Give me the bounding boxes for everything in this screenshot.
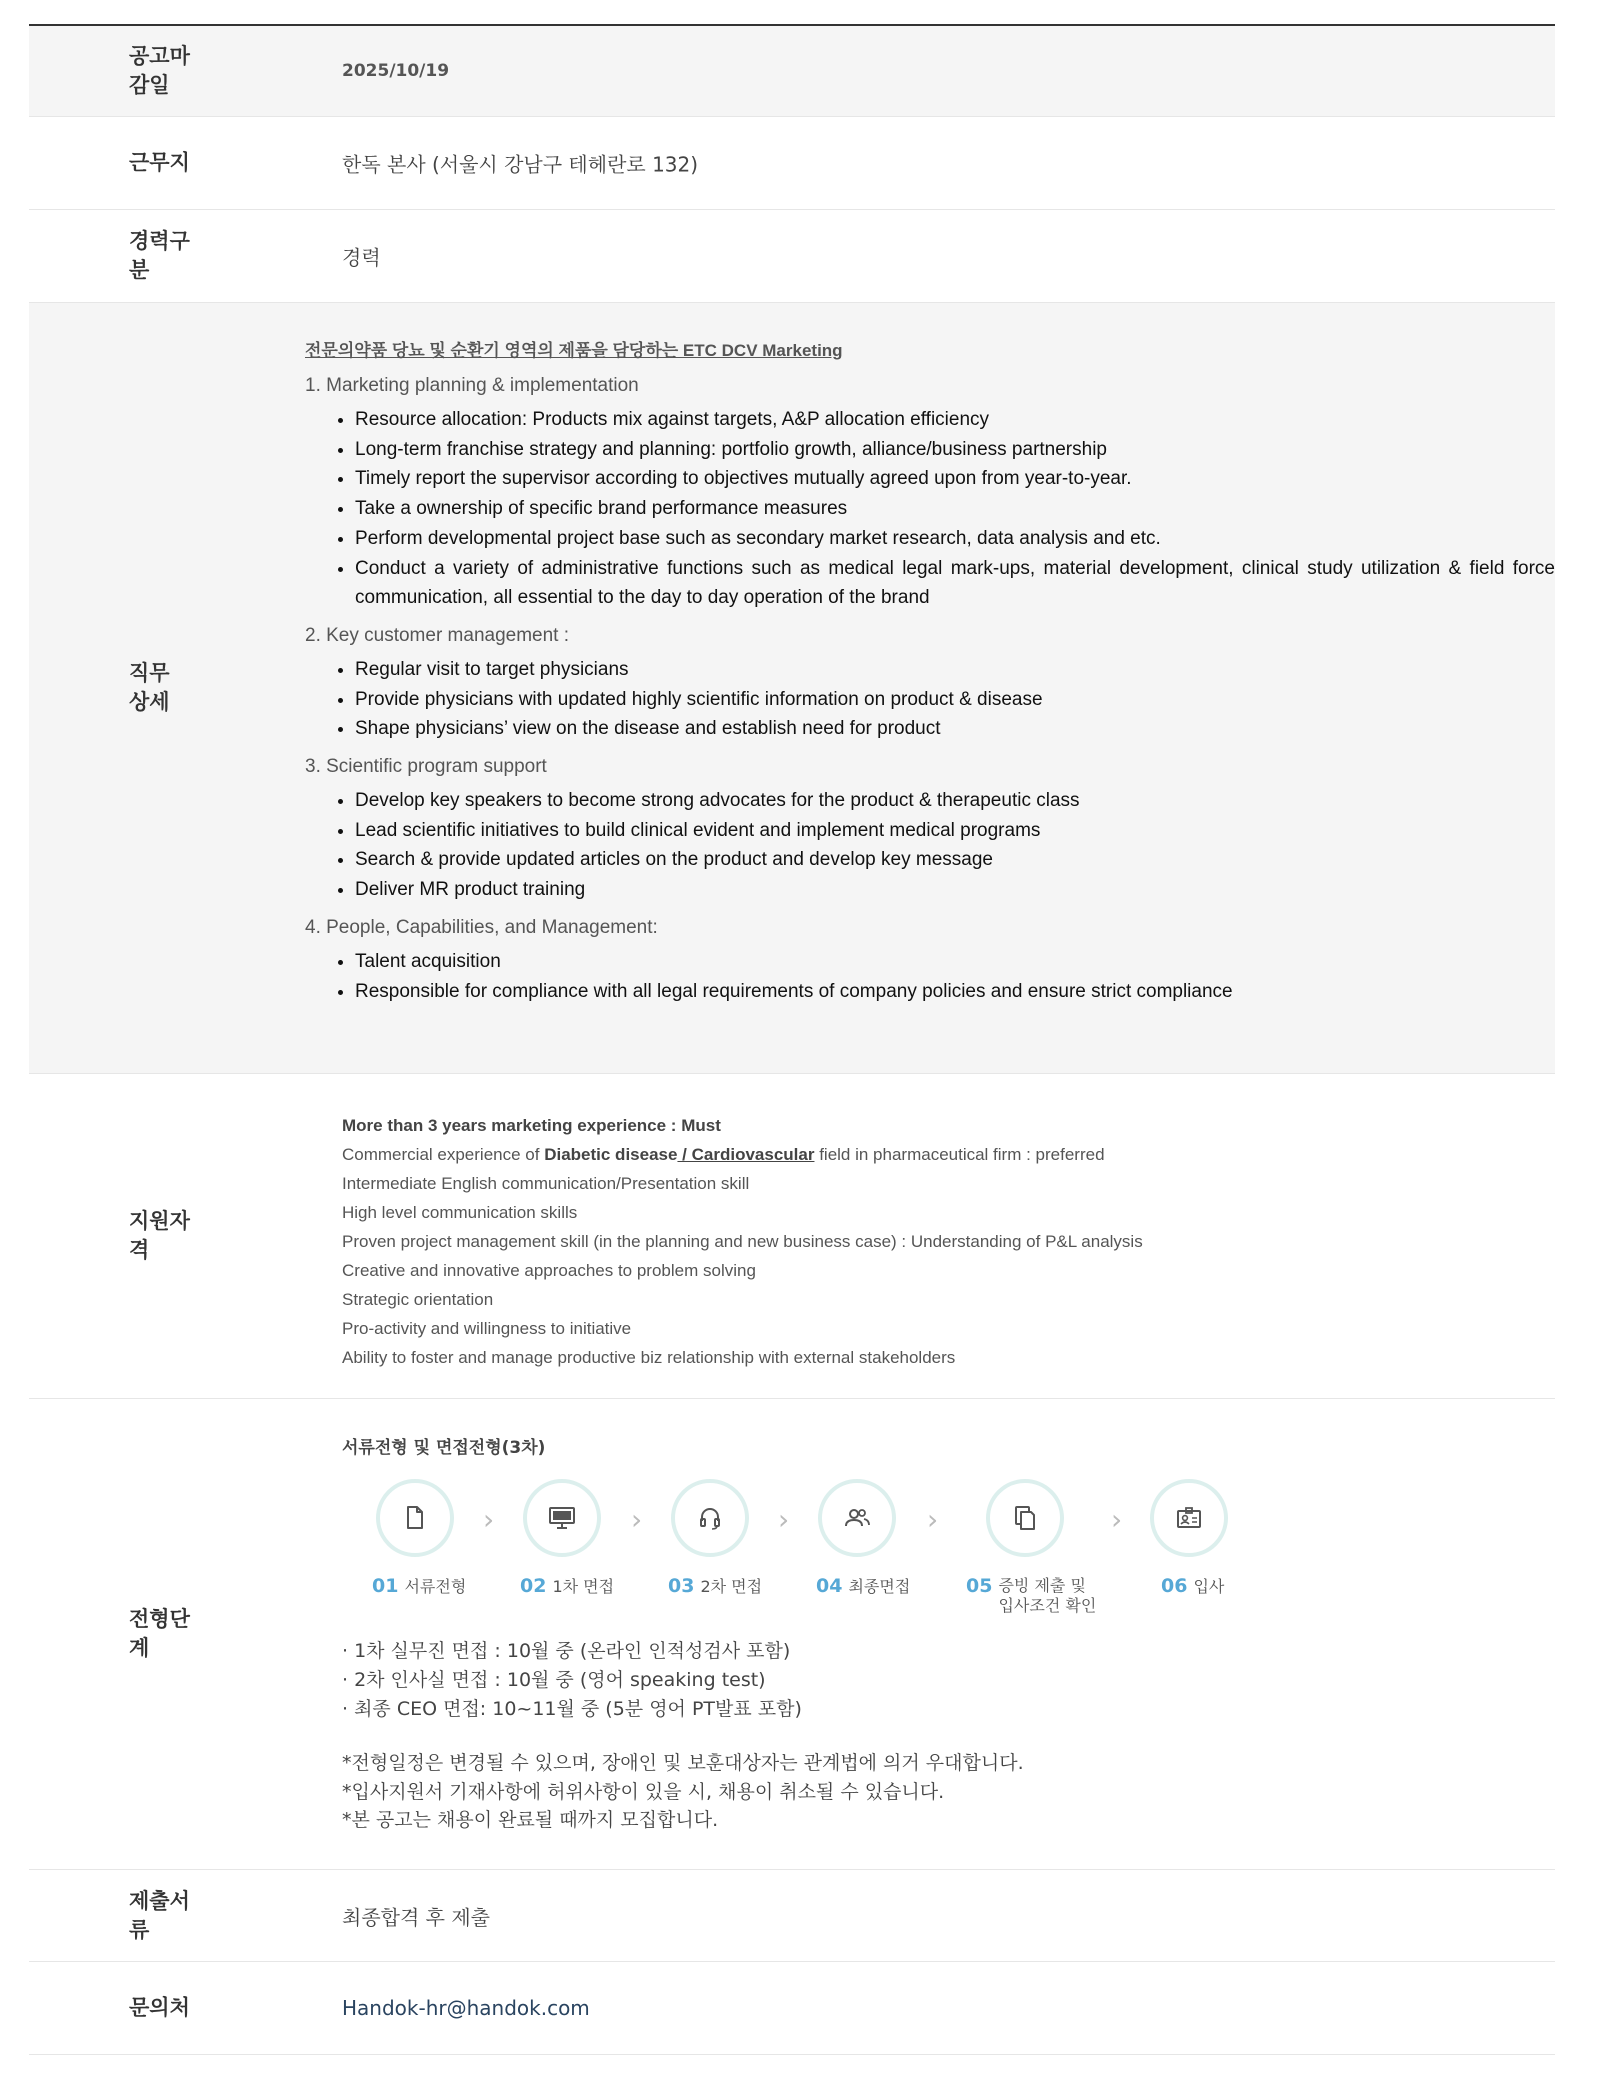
- duty-section-title: 3. Scientific program support: [305, 756, 547, 778]
- qualification-label: 지원자격: [129, 1209, 190, 1262]
- contact-email[interactable]: Handok-hr@handok.com: [342, 1996, 590, 2020]
- step-label: 05 증빙 제출 및 입사조건 확인: [966, 1575, 1097, 1615]
- note-line: *본 공고는 채용이 완료될 때까지 모집합니다.: [342, 1809, 719, 1831]
- duty-bullet: • Take a ownership of specific brand performance measures: [355, 494, 1555, 524]
- duty-label: 직무상세: [129, 661, 170, 714]
- step-label: 06 입사: [1161, 1575, 1225, 1597]
- process-row: [29, 1399, 1555, 1870]
- duty-bullet: • Deliver MR product training: [355, 875, 1555, 905]
- career-value: 경력: [342, 245, 381, 270]
- process-notes: [342, 1749, 1555, 1835]
- qualification-list: [342, 1111, 1143, 1372]
- duty-bullet: • Long-term franchise strategy and planning: portfolio growth, alliance/business partnership: [355, 435, 1555, 465]
- schedule-line: · 2차 인사실 면접 : 10월 중 (영어 speaking test): [342, 1669, 766, 1691]
- chevron-right-icon: ›: [927, 1503, 939, 1536]
- documents-row: [29, 1870, 1555, 1962]
- process-label: 전형단계: [129, 1607, 190, 1660]
- qualification-line: Intermediate English communication/Presentation skill: [342, 1174, 750, 1193]
- copy-icon: [986, 1479, 1064, 1557]
- location-label: 근무지: [129, 150, 190, 175]
- duty-section-title: 2. Key customer management :: [305, 624, 570, 646]
- duty-row: [29, 303, 1555, 1074]
- chevron-right-icon: ›: [778, 1503, 790, 1536]
- chevron-right-icon: ›: [1111, 1503, 1123, 1536]
- qualification-line: High level communication skills: [342, 1203, 578, 1222]
- duty-bullet: • Conduct a variety of administrative functions such as medical legal mark-ups, material development, clinical study utilization & field force communication, all essential to the day to day operation of the brand: [355, 554, 1555, 613]
- note-line: *전형일정은 변경될 수 있으며, 장애인 및 보훈대상자는 관계법에 의거 우대합니다.: [342, 1752, 1024, 1774]
- qualification-line: Strategic orientation: [342, 1290, 494, 1309]
- duty-bullet-list: [305, 405, 1555, 613]
- duty-bullet: • Talent acquisition: [355, 947, 1555, 977]
- duty-bullet: • Resource allocation: Products mix against targets, A&P allocation efficiency: [355, 405, 1555, 435]
- duty-bullet: • Search & provide updated articles on the product and develop key message: [355, 845, 1555, 875]
- id-badge-icon: [1150, 1479, 1228, 1557]
- duty-bullet-list: [305, 947, 1555, 1006]
- qualification-line: More than 3 years marketing experience : Must: [342, 1116, 721, 1135]
- step-label: 03 2차 면접: [668, 1575, 763, 1597]
- schedule-line: · 최종 CEO 면접: 10~11월 중 (5분 영어 PT발표 포함): [342, 1698, 802, 1720]
- headset-icon: [671, 1479, 749, 1557]
- documents-value: 최종합격 후 제출: [342, 1905, 490, 1929]
- duty-detail: [305, 336, 1555, 1014]
- duty-bullet: • Develop key speakers to become strong advocates for the product & therapeutic class: [355, 786, 1555, 816]
- schedule-line: · 1차 실무진 면접 : 10월 중 (온라인 인적성검사 포함): [342, 1640, 791, 1662]
- contact-row: [29, 1962, 1555, 2055]
- duty-bullet: • Shape physicians’ view on the disease and establish need for product: [355, 714, 1555, 744]
- duty-bullet-list: [305, 655, 1555, 744]
- duty-bullet: • Lead scientific initiatives to build clinical evident and implement medical programs: [355, 816, 1555, 846]
- qualification-row: [29, 1074, 1555, 1399]
- step-label: 01 서류전형: [372, 1575, 467, 1597]
- location-value: 한독 본사 (서울시 강남구 테헤란로 132): [342, 152, 699, 177]
- monitor-icon: [523, 1479, 601, 1557]
- duty-bullet: • Regular visit to target physicians: [355, 655, 1555, 685]
- qualification-line: Commercial experience of Diabetic disease / Cardiovascular field in pharmaceutical firm : preferred: [342, 1145, 1105, 1164]
- contact-label: 문의처: [129, 1995, 190, 2020]
- deadline-row: [29, 26, 1555, 117]
- location-row: [29, 117, 1555, 210]
- people-icon: [818, 1479, 896, 1557]
- job-posting-table: [29, 24, 1555, 2055]
- process-content: [342, 1433, 1555, 1835]
- duty-bullet: • Provide physicians with updated highly scientific information on product & disease: [355, 685, 1555, 715]
- step-label: 04 최종면접: [816, 1575, 911, 1597]
- duty-section-title: 1. Marketing planning & implementation: [305, 375, 639, 396]
- duty-heading: 전문의약품 당뇨 및 순환기 영역의 제품을 담당하는 ETC DCV Marketing: [305, 341, 843, 360]
- duty-bullet: • Perform developmental project base such as secondary market research, data analysis and etc.: [355, 524, 1555, 554]
- process-steps: [342, 1479, 1555, 1629]
- chevron-right-icon: ›: [483, 1503, 495, 1536]
- duty-bullet: • Responsible for compliance with all legal requirements of company policies and ensure strict compliance: [355, 977, 1555, 1007]
- qualification-line: Ability to foster and manage productive biz relationship with external stakeholders: [342, 1348, 956, 1367]
- duty-bullet: • Timely report the supervisor according to objectives mutually agreed upon from year-to-year.: [355, 464, 1555, 494]
- duty-section-title: 4. People, Capabilities, and Management:: [305, 916, 658, 938]
- interview-schedule: [342, 1637, 1555, 1724]
- career-label: 경력구분: [129, 229, 190, 282]
- note-line: *입사지원서 기재사항에 허위사항이 있을 시, 채용이 취소될 수 있습니다.: [342, 1780, 945, 1803]
- documents-label: 제출서류: [129, 1888, 190, 1942]
- duty-bullet-list: [305, 786, 1555, 905]
- deadline-label: 공고마감일: [129, 44, 190, 97]
- qualification-line: Creative and innovative approaches to problem solving: [342, 1261, 756, 1280]
- chevron-right-icon: ›: [631, 1503, 643, 1536]
- step-label: 02 1차 면접: [520, 1575, 615, 1597]
- qualification-line: Pro-activity and willingness to initiative: [342, 1319, 632, 1338]
- process-title: 서류전형 및 면접전형(3차): [342, 1438, 546, 1458]
- career-row: [29, 210, 1555, 303]
- qualification-line: Proven project management skill (in the planning and new business case) : Understanding of P&L analysis: [342, 1232, 1143, 1251]
- document-icon: [376, 1479, 454, 1557]
- deadline-value: 2025/10/19: [342, 61, 450, 81]
